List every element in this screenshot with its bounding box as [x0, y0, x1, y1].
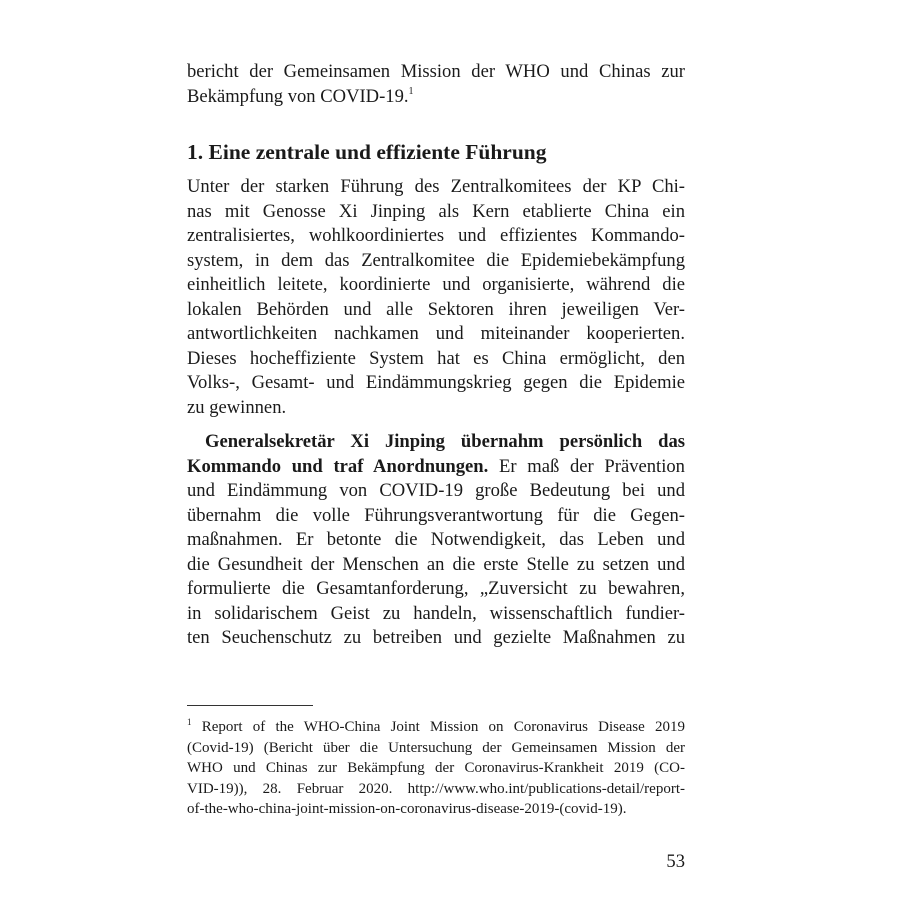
footnote-reference: 1 — [408, 85, 414, 97]
paragraph-line: ten Seuchenschutz zu betreiben und gezielte Maßnahmen zu — [187, 627, 685, 648]
paragraph-2 — [187, 430, 685, 651]
paragraph-line: formulierte die Gesamtanforderung, „Zuversicht zu bewahren, — [187, 578, 685, 599]
paragraph-line: die Gesundheit der Menschen an die erste Stelle zu setzen und — [187, 553, 685, 575]
paragraph-1 — [187, 175, 685, 420]
paragraph-line: in solidarischem Geist zu handeln, wissenschaftlich fundier- — [187, 602, 685, 624]
footnote-line: WHO und Chinas zur Bekämpfung der Coronavirus-Krankheit 2019 (CO- — [187, 760, 685, 776]
paragraph-lead-bold-end: Kommando und traf Anordnungen. — [187, 455, 489, 477]
footnote-marker: 1 — [187, 717, 192, 727]
footnote-line-text: Report of the WHO-China Joint Mission on Coronavirus Disease 2019 — [201, 719, 685, 735]
paragraph-line: maßnahmen. Er betonte die Notwendigkeit, das Leben und — [187, 529, 685, 550]
footnote-divider — [187, 705, 313, 706]
paragraph-line: zentralisiertes, wohlkoordiniertes und effizientes Kommando- — [187, 225, 685, 246]
paragraph-line: nas mit Genosse Xi Jinping als Kern etablierte China ein — [187, 200, 685, 222]
footnote — [187, 717, 685, 820]
paragraph-line: einheitlich leitete, koordinierte und organisierte, während die — [187, 274, 685, 295]
intro-line-text: Bekämpfung von COVID-19. — [187, 85, 409, 107]
paragraph-line: lokalen Behörden und alle Sektoren ihren jeweiligen Ver- — [187, 298, 685, 320]
paragraph-line-rest: Er maß der Prävention — [488, 455, 685, 477]
footnote-line — [187, 717, 685, 738]
paragraph-lead-bold: Generalsekretär Xi Jinping übernahm persönlich das — [205, 431, 685, 452]
paragraph-line — [187, 455, 685, 480]
intro-paragraph — [187, 60, 685, 109]
paragraph-line: und Eindämmung von COVID-19 große Bedeutung bei und — [187, 480, 685, 501]
paragraph-line: Volks-, Gesamt- und Eindämmungskrieg gegen die Epidemie — [187, 372, 685, 393]
footnote-line: (Covid-19) (Bericht über die Untersuchung der Gemeinsamen Mission der — [187, 739, 685, 756]
paragraph-line: zu gewinnen. — [187, 396, 287, 418]
section-heading: 1. Eine zentrale und effiziente Führung — [187, 140, 547, 164]
footnote-line: of-the-who-china-joint-mission-on-coronavirus-disease-2019-(covid-19). — [187, 801, 627, 817]
paragraph-line: Dieses hocheffiziente System hat es China ermöglicht, den — [187, 347, 685, 369]
footnote-line: VID-19)), 28. Februar 2020. http://www.who.int/publications-detail/report- — [187, 780, 685, 797]
paragraph-line: Unter der starken Führung des Zentralkomitees der KP Chi- — [187, 176, 685, 197]
intro-line: bericht der Gemeinsamen Mission der WHO und Chinas zur — [187, 61, 685, 82]
paragraph-line: antwortlichkeiten nachkamen und miteinander kooperierten. — [187, 323, 685, 344]
paragraph-line: system, in dem das Zentralkomitee die Epidemiebekämpfung — [187, 249, 685, 271]
paragraph-line: übernahm die volle Führungsverantwortung für die Gegen- — [187, 504, 685, 526]
page-number: 53 — [666, 851, 685, 872]
intro-line-last — [187, 85, 685, 110]
